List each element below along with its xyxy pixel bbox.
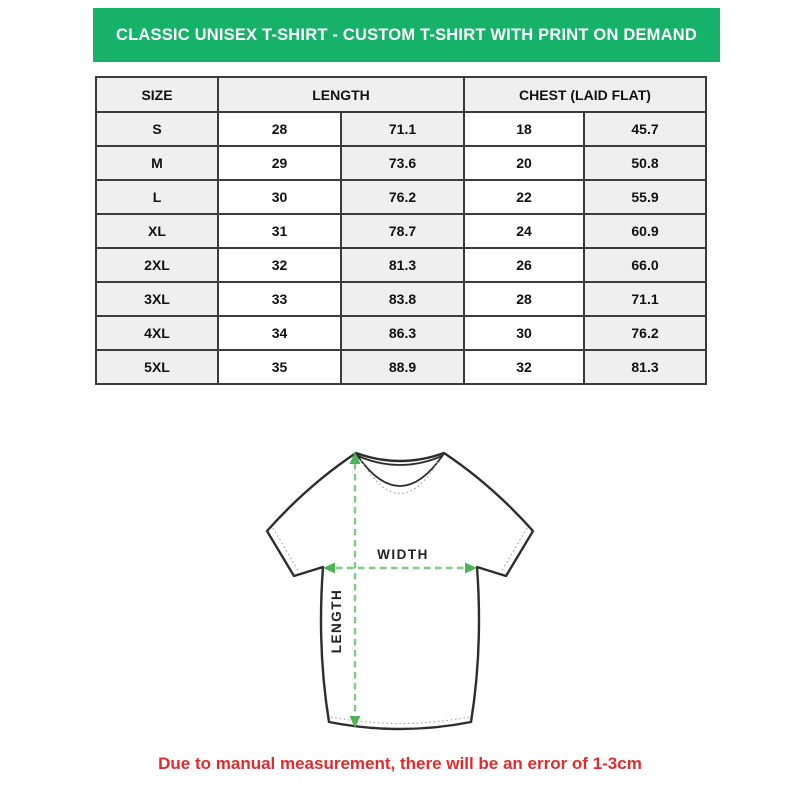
table-row bbox=[96, 180, 706, 214]
table-row bbox=[96, 316, 706, 350]
cell-size: S bbox=[96, 112, 218, 146]
measurement-error-note: Due to manual measurement, there will be an error of 1-3cm bbox=[158, 754, 642, 773]
cell-length-cm: 86.3 bbox=[341, 316, 464, 350]
table-row bbox=[96, 112, 706, 146]
table-row bbox=[96, 146, 706, 180]
cell-chest-in: 22 bbox=[464, 180, 584, 214]
cell-length-cm: 73.6 bbox=[341, 146, 464, 180]
cell-chest-cm: 45.7 bbox=[584, 112, 706, 146]
cell-length-cm: 76.2 bbox=[341, 180, 464, 214]
cell-chest-cm: 50.8 bbox=[584, 146, 706, 180]
cell-chest-cm: 71.1 bbox=[584, 282, 706, 316]
tshirt-measurement-diagram bbox=[253, 443, 547, 747]
cell-size: L bbox=[96, 180, 218, 214]
cell-chest-in: 26 bbox=[464, 248, 584, 282]
cell-chest-in: 24 bbox=[464, 214, 584, 248]
tshirt-outline bbox=[267, 453, 533, 729]
cell-length-cm: 81.3 bbox=[341, 248, 464, 282]
cell-size: M bbox=[96, 146, 218, 180]
cell-length-in: 31 bbox=[218, 214, 341, 248]
col-header-length: LENGTH bbox=[218, 77, 464, 112]
cell-size: 4XL bbox=[96, 316, 218, 350]
cell-chest-cm: 60.9 bbox=[584, 214, 706, 248]
table-row bbox=[96, 214, 706, 248]
cell-chest-in: 20 bbox=[464, 146, 584, 180]
col-header-chest: CHEST (LAID FLAT) bbox=[464, 77, 706, 112]
table-row bbox=[96, 350, 706, 384]
cell-length-cm: 78.7 bbox=[341, 214, 464, 248]
cell-size: 2XL bbox=[96, 248, 218, 282]
cell-length-in: 32 bbox=[218, 248, 341, 282]
tshirt-icon bbox=[253, 443, 547, 747]
cell-length-in: 33 bbox=[218, 282, 341, 316]
cell-chest-cm: 55.9 bbox=[584, 180, 706, 214]
cell-chest-in: 30 bbox=[464, 316, 584, 350]
cell-chest-in: 18 bbox=[464, 112, 584, 146]
cell-length-in: 29 bbox=[218, 146, 341, 180]
table-header-row bbox=[96, 77, 706, 112]
table-row bbox=[96, 248, 706, 282]
cell-length-cm: 71.1 bbox=[341, 112, 464, 146]
cell-length-in: 28 bbox=[218, 112, 341, 146]
width-label: WIDTH bbox=[377, 547, 429, 562]
cell-length-in: 34 bbox=[218, 316, 341, 350]
cell-size: 5XL bbox=[96, 350, 218, 384]
cell-size: 3XL bbox=[96, 282, 218, 316]
col-header-size: SIZE bbox=[96, 77, 218, 112]
title-banner bbox=[93, 8, 720, 62]
cell-length-in: 30 bbox=[218, 180, 341, 214]
cell-size: XL bbox=[96, 214, 218, 248]
cell-chest-cm: 76.2 bbox=[584, 316, 706, 350]
table-row bbox=[96, 282, 706, 316]
page-title: CLASSIC UNISEX T-SHIRT - CUSTOM T-SHIRT WITH PRINT ON DEMAND bbox=[116, 25, 697, 44]
cell-length-cm: 88.9 bbox=[341, 350, 464, 384]
cell-chest-in: 32 bbox=[464, 350, 584, 384]
cell-length-in: 35 bbox=[218, 350, 341, 384]
cell-chest-in: 28 bbox=[464, 282, 584, 316]
cell-length-cm: 83.8 bbox=[341, 282, 464, 316]
cell-chest-cm: 66.0 bbox=[584, 248, 706, 282]
size-table bbox=[95, 76, 707, 385]
cell-chest-cm: 81.3 bbox=[584, 350, 706, 384]
length-label: LENGTH bbox=[329, 588, 344, 654]
